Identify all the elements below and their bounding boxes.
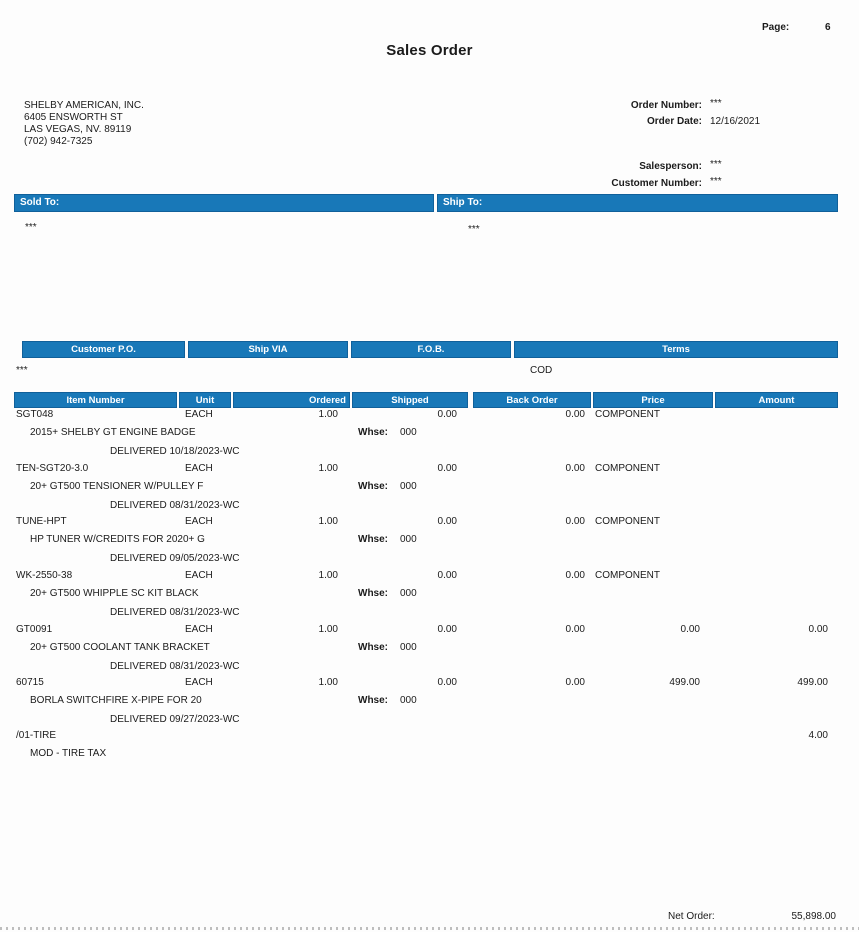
item-back-order: 0.00 bbox=[565, 463, 585, 474]
item-price: COMPONENT bbox=[595, 463, 660, 474]
item-description: BORLA SWITCHFIRE X-PIPE FOR 20 bbox=[30, 695, 202, 706]
scan-artifact-line bbox=[0, 927, 859, 930]
item-shipped: 0.00 bbox=[437, 463, 457, 474]
col-header-item-number: Item Number bbox=[14, 392, 177, 408]
item-number: TUNE-HPT bbox=[16, 516, 67, 527]
whse-label: Whse: bbox=[358, 642, 388, 653]
item-price: 499.00 bbox=[669, 677, 700, 688]
page-title: Sales Order bbox=[386, 42, 473, 59]
whse-value: 000 bbox=[400, 695, 417, 706]
order-date-label: Order Date: bbox=[646, 116, 702, 127]
item-ordered: 1.00 bbox=[318, 516, 338, 527]
item-back-order: 0.00 bbox=[565, 516, 585, 527]
item-number: WK-2550-38 bbox=[16, 570, 73, 581]
col-header-unit: Unit bbox=[179, 392, 231, 408]
whse-value: 000 bbox=[400, 481, 417, 492]
item-description: 20+ GT500 TENSIONER W/PULLEY F bbox=[30, 481, 204, 492]
customer-number-value: *** bbox=[710, 176, 722, 187]
item-delivery-note: DELIVERED 08/31/2023-WC bbox=[110, 607, 240, 618]
table-row bbox=[0, 570, 859, 624]
whse-label: Whse: bbox=[358, 427, 388, 438]
company-address-line2: LAS VEGAS, NV. 89119 bbox=[24, 124, 132, 135]
item-number: /01-TIRE bbox=[16, 730, 57, 741]
item-delivery-note: DELIVERED 09/27/2023-WC bbox=[110, 714, 240, 725]
item-back-order: 0.00 bbox=[565, 677, 585, 688]
item-price: 0.00 bbox=[680, 624, 700, 635]
col-header-back-order: Back Order bbox=[473, 392, 591, 408]
fob-header: F.O.B. bbox=[351, 341, 511, 358]
item-delivery-note: DELIVERED 10/18/2023-WC bbox=[110, 446, 240, 457]
item-price: COMPONENT bbox=[595, 516, 660, 527]
sold-to-header-bar: Sold To: bbox=[14, 194, 434, 212]
item-back-order: 0.00 bbox=[565, 409, 585, 420]
item-back-order: 0.00 bbox=[565, 624, 585, 635]
item-description: 20+ GT500 COOLANT TANK BRACKET bbox=[30, 642, 210, 653]
customer-po-header: Customer P.O. bbox=[22, 341, 185, 358]
item-number: SGT048 bbox=[16, 409, 54, 420]
item-amount: 0.00 bbox=[808, 624, 828, 635]
ship-to-value: *** bbox=[468, 224, 480, 235]
item-back-order: 0.00 bbox=[565, 570, 585, 581]
item-amount: 4.00 bbox=[808, 730, 828, 741]
item-description: MOD - TIRE TAX bbox=[30, 748, 107, 759]
item-shipped: 0.00 bbox=[437, 624, 457, 635]
col-header-amount: Amount bbox=[715, 392, 838, 408]
col-header-ordered: Ordered bbox=[233, 392, 350, 408]
item-unit: EACH bbox=[185, 463, 213, 474]
company-phone: (702) 942-7325 bbox=[24, 136, 93, 147]
whse-label: Whse: bbox=[358, 481, 388, 492]
item-unit: EACH bbox=[185, 409, 213, 420]
table-row bbox=[0, 624, 859, 678]
item-delivery-note: DELIVERED 08/31/2023-WC bbox=[110, 661, 240, 672]
item-ordered: 1.00 bbox=[318, 677, 338, 688]
item-shipped: 0.00 bbox=[437, 516, 457, 527]
terms-value: COD bbox=[530, 365, 553, 376]
item-ordered: 1.00 bbox=[318, 409, 338, 420]
page-label: Page: bbox=[762, 22, 790, 33]
salesperson-label: Salesperson: bbox=[639, 161, 702, 172]
item-price: COMPONENT bbox=[595, 570, 660, 581]
item-ordered: 1.00 bbox=[318, 624, 338, 635]
item-ordered: 1.00 bbox=[318, 570, 338, 581]
salesperson-value: *** bbox=[710, 159, 722, 170]
whse-value: 000 bbox=[400, 588, 417, 599]
item-shipped: 0.00 bbox=[437, 677, 457, 688]
whse-value: 000 bbox=[400, 534, 417, 545]
order-date-value: 12/16/2021 bbox=[710, 116, 761, 127]
table-row bbox=[0, 677, 859, 731]
table-row bbox=[0, 516, 859, 570]
whse-label: Whse: bbox=[358, 695, 388, 706]
ship-via-header: Ship VIA bbox=[188, 341, 348, 358]
company-address-line1: 6405 ENSWORTH ST bbox=[24, 112, 123, 123]
table-row bbox=[0, 730, 859, 784]
col-header-price: Price bbox=[593, 392, 713, 408]
net-order-value: 55,898.00 bbox=[791, 911, 836, 922]
item-number: 60715 bbox=[16, 677, 44, 688]
item-description: 20+ GT500 WHIPPLE SC KIT BLACK bbox=[30, 588, 199, 599]
item-delivery-note: DELIVERED 09/05/2023-WC bbox=[110, 553, 240, 564]
item-ordered: 1.00 bbox=[318, 463, 338, 474]
item-description: HP TUNER W/CREDITS FOR 2020+ G bbox=[30, 534, 205, 545]
order-number-label: Order Number: bbox=[630, 100, 702, 111]
table-row bbox=[0, 463, 859, 517]
terms-header: Terms bbox=[514, 341, 838, 358]
item-price: COMPONENT bbox=[595, 409, 660, 420]
whse-label: Whse: bbox=[358, 588, 388, 599]
sold-to-value: *** bbox=[25, 222, 37, 233]
customer-po-value: *** bbox=[16, 365, 28, 376]
page-number: 6 bbox=[825, 22, 831, 33]
whse-value: 000 bbox=[400, 427, 417, 438]
item-amount: 499.00 bbox=[797, 677, 828, 688]
item-delivery-note: DELIVERED 08/31/2023-WC bbox=[110, 500, 240, 511]
item-unit: EACH bbox=[185, 677, 213, 688]
net-order-label: Net Order: bbox=[668, 911, 715, 922]
item-shipped: 0.00 bbox=[437, 570, 457, 581]
item-unit: EACH bbox=[185, 624, 213, 635]
item-number: GT0091 bbox=[16, 624, 53, 635]
item-unit: EACH bbox=[185, 516, 213, 527]
ship-to-header-bar: Ship To: bbox=[437, 194, 838, 212]
item-number: TEN-SGT20-3.0 bbox=[16, 463, 89, 474]
whse-value: 000 bbox=[400, 642, 417, 653]
customer-number-label: Customer Number: bbox=[611, 178, 702, 189]
item-unit: EACH bbox=[185, 570, 213, 581]
col-header-shipped: Shipped bbox=[352, 392, 468, 408]
table-row bbox=[0, 409, 859, 463]
company-name: SHELBY AMERICAN, INC. bbox=[24, 100, 144, 111]
item-description: 2015+ SHELBY GT ENGINE BADGE bbox=[30, 427, 196, 438]
order-number-value: *** bbox=[710, 98, 722, 109]
whse-label: Whse: bbox=[358, 534, 388, 545]
item-shipped: 0.00 bbox=[437, 409, 457, 420]
